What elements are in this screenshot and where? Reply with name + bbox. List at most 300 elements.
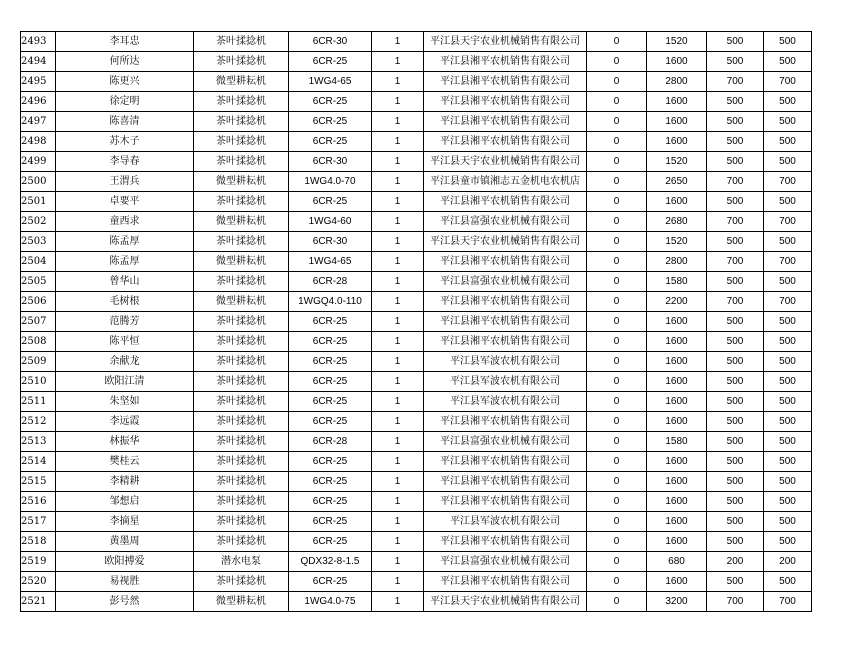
quantity-cell: 1 [372,472,424,492]
quantity-cell: 1 [372,72,424,92]
dealer-name-cell: 平江县军波农机有限公司 [424,352,587,372]
dealer-name-cell: 平江县湘平农机销售有限公司 [424,132,587,152]
field-zero-cell: 0 [587,92,647,112]
field-zero-cell: 0 [587,252,647,272]
record-number-cell: 2504 [21,252,56,272]
subsidy-total-cell: 500 [764,352,812,372]
record-number-cell: 2495 [21,72,56,92]
dealer-name-cell: 平江县湘平农机销售有限公司 [424,452,587,472]
table-row [21,272,812,292]
quantity-cell: 1 [372,92,424,112]
subsidy-total-cell: 500 [764,532,812,552]
machine-model-cell: 6CR-25 [289,412,372,432]
record-number-cell: 2507 [21,312,56,332]
subsidy-total-cell: 500 [764,372,812,392]
owner-name-cell: 陈喜清 [56,112,194,132]
machine-model-cell: 6CR-25 [289,572,372,592]
field-zero-cell: 0 [587,212,647,232]
dealer-name-cell: 平江县湘平农机销售有限公司 [424,492,587,512]
subsidy-total-cell: 500 [764,452,812,472]
machine-model-cell: 6CR-28 [289,272,372,292]
owner-name-cell: 欧阳搏爱 [56,552,194,572]
subsidy-total-cell: 700 [764,212,812,232]
dealer-name-cell: 平江县湘平农机销售有限公司 [424,472,587,492]
owner-name-cell: 林振华 [56,432,194,452]
dealer-name-cell: 平江县湘平农机销售有限公司 [424,52,587,72]
dealer-name-cell: 平江县富强农业机械有限公司 [424,212,587,232]
machine-model-cell: 6CR-28 [289,432,372,452]
record-number-cell: 2520 [21,572,56,592]
table-row [21,112,812,132]
field-zero-cell: 0 [587,292,647,312]
field-zero-cell: 0 [587,352,647,372]
subsidy-amount-cell: 500 [707,532,764,552]
record-number-cell: 2494 [21,52,56,72]
owner-name-cell: 曾华山 [56,272,194,292]
dealer-name-cell: 平江县湘平农机销售有限公司 [424,572,587,592]
field-zero-cell: 0 [587,592,647,612]
subsidy-amount-cell: 700 [707,292,764,312]
quantity-cell: 1 [372,532,424,552]
sale-price-cell: 1600 [647,572,707,592]
sale-price-cell: 1520 [647,232,707,252]
field-zero-cell: 0 [587,272,647,292]
table-row [21,352,812,372]
machine-model-cell: 6CR-25 [289,352,372,372]
owner-name-cell: 李摘星 [56,512,194,532]
subsidy-total-cell: 500 [764,412,812,432]
machine-type-cell: 茶叶揉捻机 [194,332,289,352]
table-row [21,372,812,392]
record-number-cell: 2516 [21,492,56,512]
machine-type-cell: 微型耕耘机 [194,72,289,92]
machine-type-cell: 茶叶揉捻机 [194,572,289,592]
quantity-cell: 1 [372,572,424,592]
sale-price-cell: 2680 [647,212,707,232]
subsidy-total-cell: 700 [764,592,812,612]
quantity-cell: 1 [372,112,424,132]
field-zero-cell: 0 [587,472,647,492]
subsidy-amount-cell: 500 [707,92,764,112]
table-row [21,452,812,472]
machine-model-cell: 6CR-25 [289,92,372,112]
machine-type-cell: 茶叶揉捻机 [194,432,289,452]
machine-type-cell: 微型耕耘机 [194,252,289,272]
record-number-cell: 2513 [21,432,56,452]
field-zero-cell: 0 [587,172,647,192]
subsidy-amount-cell: 500 [707,392,764,412]
table-row [21,92,812,112]
record-number-cell: 2503 [21,232,56,252]
owner-name-cell: 王渭兵 [56,172,194,192]
dealer-name-cell: 平江县湘平农机销售有限公司 [424,92,587,112]
subsidy-amount-cell: 500 [707,412,764,432]
field-zero-cell: 0 [587,492,647,512]
table-row [21,492,812,512]
table-row [21,592,812,612]
owner-name-cell: 黄墨周 [56,532,194,552]
owner-name-cell: 李精耕 [56,472,194,492]
sale-price-cell: 1600 [647,112,707,132]
field-zero-cell: 0 [587,412,647,432]
field-zero-cell: 0 [587,332,647,352]
sale-price-cell: 1600 [647,372,707,392]
machine-model-cell: 6CR-25 [289,492,372,512]
table-row [21,292,812,312]
record-number-cell: 2521 [21,592,56,612]
field-zero-cell: 0 [587,132,647,152]
owner-name-cell: 邹想启 [56,492,194,512]
sale-price-cell: 1600 [647,352,707,372]
owner-name-cell: 范腾芳 [56,312,194,332]
dealer-name-cell: 平江县天宇农业机械销售有限公司 [424,32,587,52]
owner-name-cell: 何所达 [56,52,194,72]
machine-type-cell: 微型耕耘机 [194,212,289,232]
dealer-name-cell: 平江县童市镇湘志五金机电农机店 [424,172,587,192]
machine-type-cell: 茶叶揉捻机 [194,272,289,292]
subsidy-total-cell: 200 [764,552,812,572]
subsidy-amount-cell: 500 [707,272,764,292]
sale-price-cell: 1600 [647,332,707,352]
field-zero-cell: 0 [587,452,647,472]
owner-name-cell: 陈平恒 [56,332,194,352]
sale-price-cell: 2200 [647,292,707,312]
subsidy-total-cell: 500 [764,112,812,132]
sale-price-cell: 1600 [647,132,707,152]
dealer-name-cell: 平江县湘平农机销售有限公司 [424,112,587,132]
quantity-cell: 1 [372,412,424,432]
record-number-cell: 2511 [21,392,56,412]
table-row [21,552,812,572]
dealer-name-cell: 平江县湘平农机销售有限公司 [424,532,587,552]
machine-model-cell: 6CR-30 [289,32,372,52]
field-zero-cell: 0 [587,512,647,532]
dealer-name-cell: 平江县湘平农机销售有限公司 [424,312,587,332]
table-row [21,52,812,72]
machine-type-cell: 微型耕耘机 [194,292,289,312]
table-row [21,312,812,332]
subsidy-total-cell: 500 [764,152,812,172]
table-row [21,472,812,492]
sale-price-cell: 1600 [647,52,707,72]
field-zero-cell: 0 [587,152,647,172]
machine-type-cell: 茶叶揉捻机 [194,132,289,152]
machine-type-cell: 茶叶揉捻机 [194,112,289,132]
owner-name-cell: 徐定明 [56,92,194,112]
subsidy-total-cell: 500 [764,132,812,152]
subsidy-total-cell: 500 [764,512,812,532]
machine-type-cell: 茶叶揉捻机 [194,492,289,512]
subsidy-amount-cell: 500 [707,332,764,352]
machine-type-cell: 茶叶揉捻机 [194,152,289,172]
quantity-cell: 1 [372,292,424,312]
machine-type-cell: 茶叶揉捻机 [194,352,289,372]
quantity-cell: 1 [372,172,424,192]
quantity-cell: 1 [372,232,424,252]
subsidy-total-cell: 500 [764,472,812,492]
subsidy-amount-cell: 500 [707,232,764,252]
field-zero-cell: 0 [587,532,647,552]
quantity-cell: 1 [372,192,424,212]
table-body [21,32,812,612]
subsidy-total-cell: 500 [764,272,812,292]
table-row [21,412,812,432]
quantity-cell: 1 [372,512,424,532]
table-row [21,172,812,192]
machine-model-cell: 6CR-25 [289,192,372,212]
machine-type-cell: 潜水电泵 [194,552,289,572]
record-number-cell: 2502 [21,212,56,232]
record-number-cell: 2497 [21,112,56,132]
table-row [21,532,812,552]
subsidy-amount-cell: 500 [707,52,764,72]
record-number-cell: 2501 [21,192,56,212]
table-row [21,32,812,52]
sale-price-cell: 1520 [647,32,707,52]
machine-type-cell: 茶叶揉捻机 [194,32,289,52]
machine-model-cell: 6CR-25 [289,52,372,72]
subsidy-amount-cell: 500 [707,492,764,512]
machine-model-cell: 1WG4-60 [289,212,372,232]
subsidy-total-cell: 700 [764,172,812,192]
quantity-cell: 1 [372,332,424,352]
dealer-name-cell: 平江县富强农业机械有限公司 [424,432,587,452]
subsidy-total-cell: 500 [764,492,812,512]
subsidy-amount-cell: 200 [707,552,764,572]
subsidy-total-cell: 700 [764,292,812,312]
sale-price-cell: 1600 [647,312,707,332]
quantity-cell: 1 [372,212,424,232]
machine-model-cell: 1WG4-65 [289,252,372,272]
quantity-cell: 1 [372,592,424,612]
machine-type-cell: 微型耕耘机 [194,172,289,192]
machine-type-cell: 茶叶揉捻机 [194,412,289,432]
quantity-cell: 1 [372,392,424,412]
record-number-cell: 2498 [21,132,56,152]
owner-name-cell: 樊桂云 [56,452,194,472]
dealer-name-cell: 平江县天宇农业机械销售有限公司 [424,232,587,252]
sale-price-cell: 1600 [647,92,707,112]
quantity-cell: 1 [372,52,424,72]
subsidy-amount-cell: 500 [707,192,764,212]
subsidy-amount-cell: 500 [707,132,764,152]
field-zero-cell: 0 [587,112,647,132]
subsidy-amount-cell: 500 [707,432,764,452]
machine-type-cell: 茶叶揉捻机 [194,232,289,252]
table-row [21,152,812,172]
dealer-name-cell: 平江县湘平农机销售有限公司 [424,192,587,212]
sale-price-cell: 1600 [647,532,707,552]
owner-name-cell: 朱坚如 [56,392,194,412]
owner-name-cell: 李耳忠 [56,32,194,52]
subsidy-total-cell: 500 [764,192,812,212]
subsidy-amount-cell: 500 [707,112,764,132]
record-number-cell: 2517 [21,512,56,532]
quantity-cell: 1 [372,452,424,472]
owner-name-cell: 卓要平 [56,192,194,212]
dealer-name-cell: 平江县富强农业机械有限公司 [424,272,587,292]
subsidy-total-cell: 500 [764,32,812,52]
field-zero-cell: 0 [587,32,647,52]
owner-name-cell: 童西求 [56,212,194,232]
record-number-cell: 2500 [21,172,56,192]
machine-model-cell: 6CR-25 [289,332,372,352]
machine-type-cell: 茶叶揉捻机 [194,392,289,412]
subsidy-total-cell: 700 [764,252,812,272]
machine-type-cell: 微型耕耘机 [194,592,289,612]
field-zero-cell: 0 [587,52,647,72]
dealer-name-cell: 平江县湘平农机销售有限公司 [424,252,587,272]
dealer-name-cell: 平江县湘平农机销售有限公司 [424,332,587,352]
table-row [21,572,812,592]
record-number-cell: 2496 [21,92,56,112]
table-row [21,332,812,352]
subsidy-total-cell: 500 [764,432,812,452]
sale-price-cell: 2650 [647,172,707,192]
field-zero-cell: 0 [587,432,647,452]
dealer-name-cell: 平江县军波农机有限公司 [424,392,587,412]
subsidy-amount-cell: 500 [707,572,764,592]
field-zero-cell: 0 [587,572,647,592]
owner-name-cell: 李导春 [56,152,194,172]
record-number-cell: 2506 [21,292,56,312]
machine-model-cell: 6CR-25 [289,132,372,152]
record-number-cell: 2515 [21,472,56,492]
dealer-name-cell: 平江县军波农机有限公司 [424,512,587,532]
subsidy-amount-cell: 500 [707,312,764,332]
table-row [21,512,812,532]
sale-price-cell: 2800 [647,252,707,272]
subsidy-amount-cell: 700 [707,212,764,232]
machine-model-cell: 6CR-25 [289,372,372,392]
sale-price-cell: 680 [647,552,707,572]
table-row [21,252,812,272]
field-zero-cell: 0 [587,372,647,392]
subsidy-total-cell: 500 [764,392,812,412]
owner-name-cell: 毛树根 [56,292,194,312]
quantity-cell: 1 [372,272,424,292]
machine-model-cell: 1WG4.0-75 [289,592,372,612]
dealer-name-cell: 平江县湘平农机销售有限公司 [424,292,587,312]
machine-model-cell: 6CR-25 [289,112,372,132]
dealer-name-cell: 平江县天宇农业机械销售有限公司 [424,152,587,172]
machine-type-cell: 茶叶揉捻机 [194,92,289,112]
sale-price-cell: 1580 [647,432,707,452]
field-zero-cell: 0 [587,192,647,212]
owner-name-cell: 陈孟厚 [56,232,194,252]
sale-price-cell: 1600 [647,492,707,512]
owner-name-cell: 易视胜 [56,572,194,592]
sale-price-cell: 1600 [647,392,707,412]
dealer-name-cell: 平江县湘平农机销售有限公司 [424,412,587,432]
machine-model-cell: 6CR-25 [289,452,372,472]
sale-price-cell: 1520 [647,152,707,172]
sale-price-cell: 2800 [647,72,707,92]
sale-price-cell: 3200 [647,592,707,612]
field-zero-cell: 0 [587,312,647,332]
field-zero-cell: 0 [587,552,647,572]
owner-name-cell: 余献龙 [56,352,194,372]
subsidy-amount-cell: 500 [707,152,764,172]
subsidy-amount-cell: 700 [707,252,764,272]
owner-name-cell: 苏木子 [56,132,194,152]
field-zero-cell: 0 [587,72,647,92]
owner-name-cell: 陈更兴 [56,72,194,92]
subsidy-amount-cell: 500 [707,472,764,492]
table-row [21,132,812,152]
record-number-cell: 2499 [21,152,56,172]
machine-type-cell: 茶叶揉捻机 [194,312,289,332]
machine-type-cell: 茶叶揉捻机 [194,532,289,552]
quantity-cell: 1 [372,252,424,272]
dealer-name-cell: 平江县军波农机有限公司 [424,372,587,392]
subsidy-table [20,31,812,612]
quantity-cell: 1 [372,492,424,512]
quantity-cell: 1 [372,432,424,452]
record-number-cell: 2512 [21,412,56,432]
subsidy-amount-cell: 700 [707,72,764,92]
quantity-cell: 1 [372,552,424,572]
dealer-name-cell: 平江县富强农业机械有限公司 [424,552,587,572]
record-number-cell: 2510 [21,372,56,392]
dealer-name-cell: 平江县湘平农机销售有限公司 [424,72,587,92]
machine-model-cell: 6CR-25 [289,512,372,532]
machine-type-cell: 茶叶揉捻机 [194,512,289,532]
table-row [21,392,812,412]
owner-name-cell: 李远霞 [56,412,194,432]
table-row [21,192,812,212]
record-number-cell: 2514 [21,452,56,472]
machine-model-cell: 6CR-30 [289,232,372,252]
dealer-name-cell: 平江县天宇农业机械销售有限公司 [424,592,587,612]
subsidy-total-cell: 500 [764,52,812,72]
sale-price-cell: 1600 [647,452,707,472]
subsidy-amount-cell: 700 [707,592,764,612]
machine-model-cell: QDX32-8-1.5 [289,552,372,572]
machine-model-cell: 6CR-25 [289,392,372,412]
quantity-cell: 1 [372,152,424,172]
machine-type-cell: 茶叶揉捻机 [194,192,289,212]
subsidy-total-cell: 700 [764,72,812,92]
owner-name-cell: 欧阳江清 [56,372,194,392]
subsidy-amount-cell: 500 [707,512,764,532]
machine-model-cell: 1WGQ4.0-110 [289,292,372,312]
machine-type-cell: 茶叶揉捻机 [194,472,289,492]
subsidy-amount-cell: 500 [707,352,764,372]
sale-price-cell: 1600 [647,412,707,432]
machine-model-cell: 6CR-25 [289,312,372,332]
subsidy-amount-cell: 700 [707,172,764,192]
machine-model-cell: 1WG4.0-70 [289,172,372,192]
sale-price-cell: 1580 [647,272,707,292]
owner-name-cell: 陈孟厚 [56,252,194,272]
machine-type-cell: 茶叶揉捻机 [194,52,289,72]
subsidy-total-cell: 500 [764,92,812,112]
field-zero-cell: 0 [587,392,647,412]
table-row [21,72,812,92]
sale-price-cell: 1600 [647,472,707,492]
record-number-cell: 2508 [21,332,56,352]
quantity-cell: 1 [372,372,424,392]
sale-price-cell: 1600 [647,192,707,212]
sale-price-cell: 1600 [647,512,707,532]
owner-name-cell: 彭号然 [56,592,194,612]
subsidy-total-cell: 500 [764,572,812,592]
field-zero-cell: 0 [587,232,647,252]
record-number-cell: 2509 [21,352,56,372]
subsidy-amount-cell: 500 [707,372,764,392]
record-number-cell: 2505 [21,272,56,292]
